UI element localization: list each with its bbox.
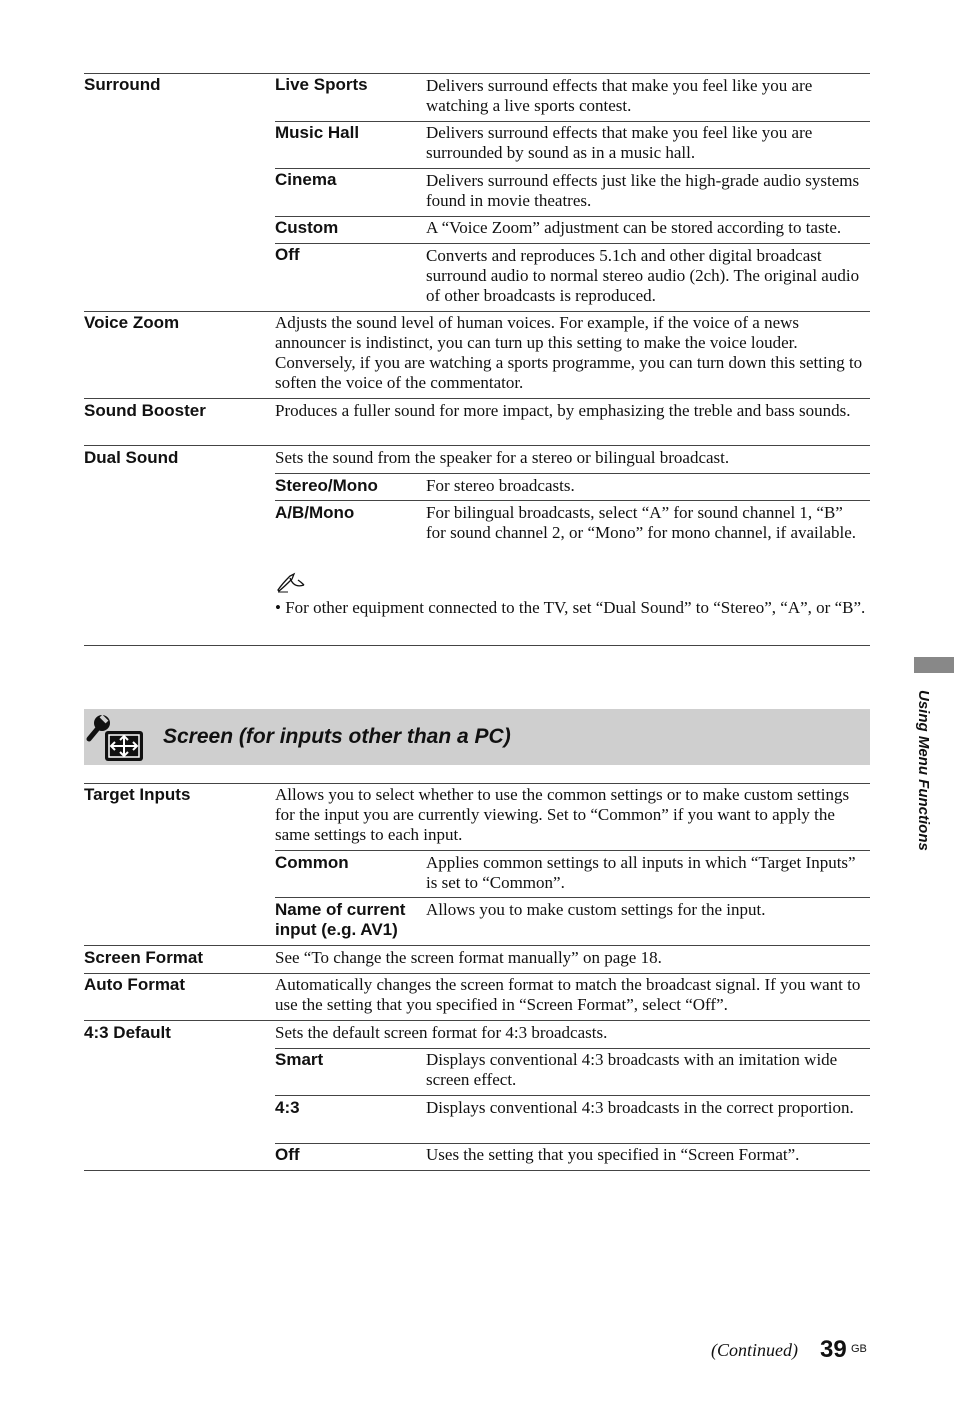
smart-desc: Displays conventional 4:3 broadcasts with an imitation wide screen effect. — [426, 1050, 838, 1089]
side-tab-marker — [914, 657, 954, 673]
section-title: Screen (for inputs other than a PC) — [163, 725, 511, 748]
divider — [275, 243, 870, 244]
side-tab-label: Using Menu Functions — [915, 690, 932, 851]
off-desc: Converts and reproduces 5.1ch and other digital broadcast surround audio to normal stereo audio (2ch). The original audio of other broadcasts is reproduced. — [426, 246, 860, 305]
live-sports-label: Live Sports — [275, 75, 368, 94]
cinema-label: Cinema — [275, 170, 337, 189]
table-top-rule — [84, 783, 870, 784]
continued-note: (Continued) — [711, 1340, 798, 1360]
live-sports-desc: Delivers surround effects that make you feel like you are watching a live sports contest. — [426, 76, 813, 115]
stereo-mono-desc: For stereo broadcasts. — [426, 476, 575, 495]
current-input-label: Name of current input (e.g. AV1) — [275, 900, 406, 939]
table-top-rule — [84, 73, 870, 74]
music-hall-desc: Delivers surround effects that make you feel like you are surrounded by sound as in a music hall. — [426, 123, 813, 162]
note-pencil-icon — [276, 572, 306, 594]
divider — [275, 473, 870, 474]
divider — [84, 1020, 870, 1021]
divider — [275, 121, 870, 122]
divider — [84, 398, 870, 399]
sound-booster-label: Sound Booster — [84, 401, 206, 420]
custom-label: Custom — [275, 218, 339, 237]
target-inputs-label: Target Inputs — [84, 785, 191, 804]
surround-label: Surround — [84, 75, 161, 94]
default43-desc: Sets the default screen format for 4:3 broadcasts. — [275, 1023, 608, 1042]
divider — [275, 897, 870, 898]
sound-booster-desc: Produces a fuller sound for more impact, by emphasizing the treble and bass sounds. — [275, 401, 851, 420]
auto-format-label: Auto Format — [84, 975, 186, 994]
current-input-desc: Allows you to make custom settings for the input. — [426, 900, 766, 919]
voice-zoom-desc: Adjusts the sound level of human voices. For example, if the voice of a news announcer is indistinct, you can turn up this setting to make the voice louder. Conversely, if you are watching a sports programme, you can turn down this setting to soften the voice of the commentator. — [275, 313, 863, 392]
ratio43-desc: Displays conventional 4:3 broadcasts in the correct proportion. — [426, 1098, 854, 1117]
common-label: Common — [275, 853, 349, 872]
divider — [275, 850, 870, 851]
divider — [84, 945, 870, 946]
default43-label: 4:3 Default — [84, 1023, 171, 1042]
target-inputs-desc: Allows you to select whether to use the common settings or to make custom settings for the input you are currently viewing. Set to “Common” if you want to apply the same settings to each input. — [275, 785, 850, 844]
common-desc: Applies common settings to all inputs in which “Target Inputs” is set to “Common”. — [426, 853, 856, 892]
smart-label: Smart — [275, 1050, 324, 1069]
screen-settings-icon — [85, 713, 147, 765]
table-bottom-rule — [84, 1170, 870, 1171]
auto-format-desc: Automatically changes the screen format to match the broadcast signal. If you want to use the setting that you specified in “Screen Format”, select “Off”. — [275, 975, 861, 1014]
stereo-mono-label: Stereo/Mono — [275, 476, 378, 495]
divider — [275, 500, 870, 501]
divider — [275, 1048, 870, 1049]
screen-format-label: Screen Format — [84, 948, 204, 967]
custom-desc: A “Voice Zoom” adjustment can be stored according to taste. — [426, 218, 842, 237]
divider — [275, 1143, 870, 1144]
ab-mono-label: A/B/Mono — [275, 503, 355, 522]
music-hall-label: Music Hall — [275, 123, 360, 142]
off43-desc: Uses the setting that you specified in “Screen Format”. — [426, 1145, 800, 1164]
cinema-desc: Delivers surround effects just like the high-grade audio systems found in movie theatres. — [426, 171, 860, 210]
dual-sound-desc: Sets the sound from the speaker for a stereo or bilingual broadcast. — [275, 448, 730, 467]
voice-zoom-label: Voice Zoom — [84, 313, 180, 332]
divider — [275, 216, 870, 217]
off43-label: Off — [275, 1145, 300, 1164]
page-number: 39 — [820, 1336, 847, 1363]
ratio43-label: 4:3 — [275, 1098, 300, 1117]
divider — [84, 973, 870, 974]
screen-format-desc: See “To change the screen format manually” on page 18. — [275, 948, 662, 967]
dual-sound-label: Dual Sound — [84, 448, 179, 467]
page-suffix: GB — [851, 1343, 867, 1355]
divider — [275, 168, 870, 169]
dual-sound-note: • For other equipment connected to the TV, set “Dual Sound” to “Stereo”, “A”, or “B”. — [275, 598, 866, 617]
divider — [275, 1095, 870, 1096]
ab-mono-desc: For bilingual broadcasts, select “A” for sound channel 1, “B” for sound channel 2, or “Mono” for mono channel, if available. — [426, 503, 857, 542]
off-label: Off — [275, 245, 300, 264]
divider — [84, 445, 870, 446]
divider — [84, 311, 870, 312]
table-bottom-rule — [84, 645, 870, 646]
